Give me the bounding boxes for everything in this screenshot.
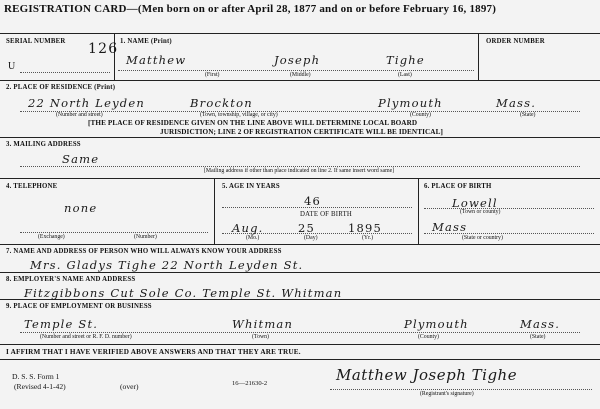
serial-number-label: SERIAL NUMBER	[6, 38, 66, 45]
birthplace-label: 6. PLACE OF BIRTH	[424, 183, 492, 190]
last-name-sublabel: (Last)	[398, 72, 412, 78]
workplace-town-value: Whitman	[232, 317, 294, 331]
residence-state-value: Mass.	[496, 96, 537, 110]
order-number-label: ORDER NUMBER	[486, 38, 545, 45]
middle-name-value: Joseph	[274, 53, 321, 67]
birth-year-value: 1895	[348, 221, 383, 235]
divider	[478, 33, 479, 80]
residence-state-sublabel: (State)	[520, 112, 536, 118]
divider	[0, 244, 600, 245]
divider	[0, 359, 600, 360]
registrant-signature: Matthew Joseph Tighe	[336, 366, 518, 384]
telephone-label: 4. TELEPHONE	[6, 183, 58, 190]
workplace-town-sublabel: (Town)	[252, 334, 269, 340]
workplace-county-sublabel: (County)	[418, 334, 439, 340]
workplace-county-value: Plymouth	[404, 317, 469, 331]
residence-town-value: Brockton	[190, 96, 253, 110]
divider	[0, 344, 600, 345]
over-note: (over)	[120, 382, 139, 391]
first-name-sublabel: (First)	[205, 72, 220, 78]
mailing-address-value: Same	[62, 152, 100, 166]
birth-month-value: Aug.	[232, 221, 264, 235]
divider	[214, 178, 215, 244]
card-title: REGISTRATION CARD—(Men born on or after April 28, 1877 and on or before February 16, 1897)	[4, 3, 497, 15]
workplace-street-sublabel: (Number and street or R. F. D. number)	[40, 334, 132, 340]
residence-street-sublabel: (Number and street)	[56, 112, 103, 118]
workplace-state-value: Mass.	[520, 317, 561, 331]
divider	[0, 137, 600, 138]
last-name-value: Tighe	[386, 53, 425, 67]
employer-value: Fitzgibbons Cut Sole Co. Temple St. Whitman	[24, 286, 343, 300]
contact-person-value: Mrs. Gladys Tighe 22 North Leyden St.	[30, 258, 304, 272]
telephone-exchange-sublabel: (Exchange)	[38, 234, 65, 240]
form-revised: (Revised 4-1-42)	[14, 382, 66, 391]
birth-day-sublabel: (Day)	[304, 235, 318, 241]
serial-number-value: 126	[88, 41, 119, 57]
birthplace-town-sublabel: (Town or county)	[460, 209, 501, 215]
residence-note-line1: [THE PLACE OF RESIDENCE GIVEN ON THE LINE ABOVE WILL DETERMINE LOCAL BOARD	[88, 119, 418, 127]
divider	[0, 80, 600, 81]
divider	[0, 178, 600, 179]
age-value: 46	[304, 194, 322, 208]
workplace-street-value: Temple St.	[24, 317, 99, 331]
mailing-address-label: 3. MAILING ADDRESS	[6, 141, 81, 148]
residence-county-value: Plymouth	[378, 96, 443, 110]
birthplace-town-value: Lowell	[452, 196, 498, 210]
employer-label: 8. EMPLOYER'S NAME AND ADDRESS	[6, 276, 136, 283]
telephone-value: none	[64, 201, 98, 215]
serial-prefix: U	[8, 61, 16, 72]
workplace-state-sublabel: (State)	[530, 334, 546, 340]
workplace-label: 9. PLACE OF EMPLOYMENT OR BUSINESS	[6, 303, 152, 310]
name-label: 1. NAME (Print)	[120, 38, 172, 45]
birthplace-state-value: Mass	[432, 220, 468, 234]
residence-note-line2: JURISDICTION; LINE 2 OF REGISTRATION CERTIFICATE WILL BE IDENTICAL]	[160, 128, 443, 136]
form-number: D. S. S. Form 1	[12, 372, 60, 381]
residence-county-sublabel: (County)	[410, 112, 431, 118]
divider	[0, 33, 600, 34]
birth-day-value: 25	[298, 221, 316, 235]
residence-town-sublabel: (Town, township, village, or city)	[200, 112, 278, 118]
contact-person-label: 7. NAME AND ADDRESS OF PERSON WHO WILL ALWAYS KNOW YOUR ADDRESS	[6, 248, 282, 255]
residence-street-value: 22 North Leyden	[28, 96, 145, 110]
middle-name-sublabel: (Middle)	[290, 72, 311, 78]
age-label: 5. AGE IN YEARS	[222, 183, 280, 190]
first-name-value: Matthew	[126, 53, 187, 67]
date-of-birth-label: DATE OF BIRTH	[300, 211, 353, 218]
birthplace-state-sublabel: (State or country)	[462, 235, 503, 241]
residence-label: 2. PLACE OF RESIDENCE (Print)	[6, 84, 116, 91]
birth-year-sublabel: (Yr.)	[362, 235, 374, 241]
print-code: 16—21630-2	[232, 380, 268, 387]
mailing-address-note: [Mailing address if other than place indicated on line 2. If same insert word same]	[204, 168, 395, 174]
birth-month-sublabel: (Mo.)	[246, 235, 260, 241]
affirmation-text: I AFFIRM THAT I HAVE VERIFIED ABOVE ANSWERS AND THAT THEY ARE TRUE.	[6, 348, 301, 356]
telephone-number-sublabel: (Number)	[134, 234, 157, 240]
divider	[0, 272, 600, 273]
signature-sublabel: (Registrant's signature)	[420, 391, 474, 397]
divider	[418, 178, 419, 244]
